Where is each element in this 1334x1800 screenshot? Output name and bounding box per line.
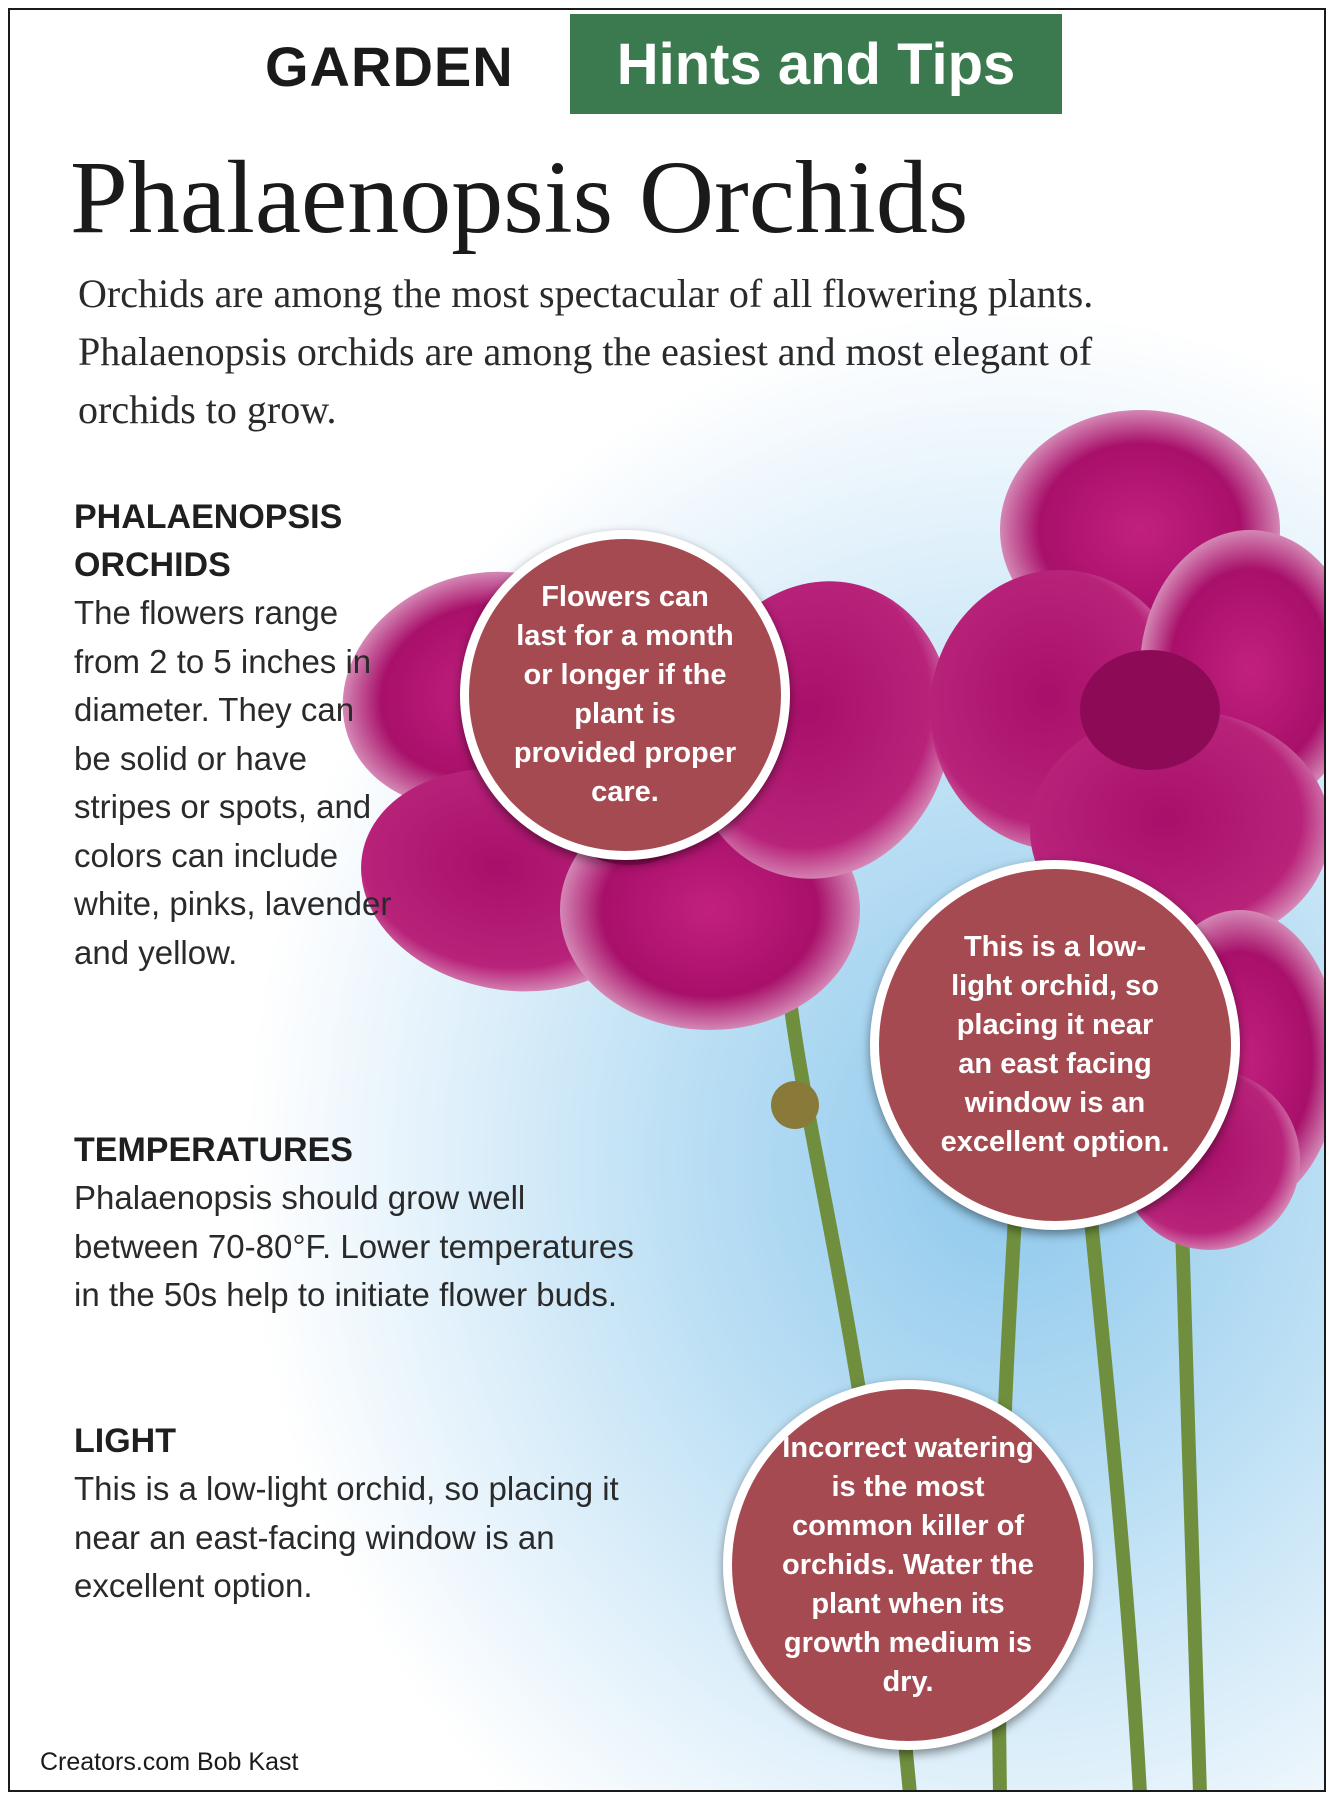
section-body: Phalaenopsis should grow well between 70-80°F. Lower temperatures in the 50s help to initiate flower buds. xyxy=(74,1179,634,1313)
callout-bubble-light xyxy=(870,860,1240,1230)
section-light xyxy=(74,1417,634,1611)
section-heading: LIGHT xyxy=(74,1422,176,1460)
credit-line: Creators.com Bob Kast xyxy=(40,1748,299,1776)
callout-bubble-flowers xyxy=(460,530,790,860)
section-heading: PHALAENOPSIS ORCHIDS xyxy=(74,498,343,584)
section-temperatures xyxy=(74,1126,634,1320)
callout-text: Flowers can last for a month or longer if the plant is provided proper care. xyxy=(513,581,737,808)
orchid-flower-top xyxy=(930,410,1326,950)
callout-text: This is a low-light orchid, so placing it near an east facing window is an excellent option. xyxy=(940,931,1170,1158)
stem-node xyxy=(771,1081,819,1129)
section-heading: TEMPERATURES xyxy=(74,1131,353,1169)
section-phalaenopsis-orchids xyxy=(74,493,394,977)
callout-text: Incorrect watering is the most common killer of orchids. Water the plant when its growth medium is dry. xyxy=(782,1431,1034,1698)
infographic-frame xyxy=(8,8,1326,1792)
header-garden: GARDEN xyxy=(265,35,514,98)
page-title: Phalaenopsis Orchids xyxy=(70,140,969,255)
section-body: This is a low-light orchid, so placing it near an east-facing window is an excellent option. xyxy=(74,1470,619,1604)
intro-paragraph: Orchids are among the most spectacular of all flowering plants. Phalaenopsis orchids are among the easiest and most elegant of orchids to grow. xyxy=(78,271,1094,432)
section-body: The flowers range from 2 to 5 inches in diameter. They can be solid or have stripes or spots, and colors can include white, pinks, lavender and yellow. xyxy=(74,594,392,971)
callout-bubble-watering xyxy=(723,1380,1093,1750)
header-hints-and-tips: Hints and Tips xyxy=(570,14,1062,114)
